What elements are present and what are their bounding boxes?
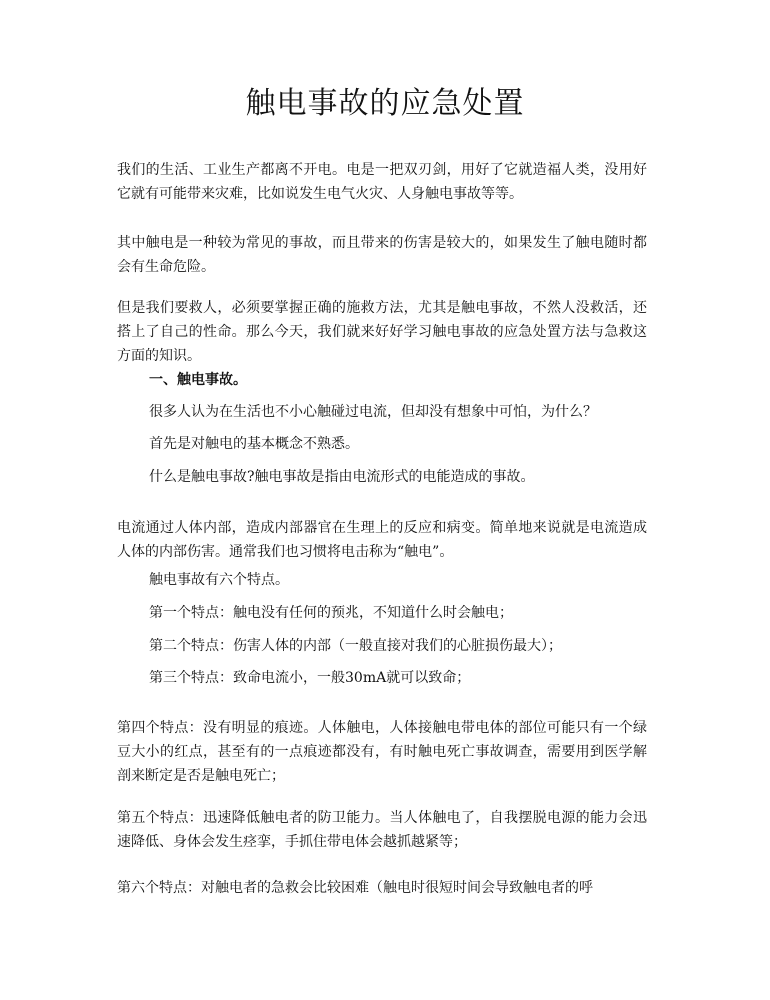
- feature-3: 第三个特点：致命电流小，一般30mA就可以致命；: [149, 670, 471, 686]
- paragraph-six-features: 触电事故有六个特点。: [149, 572, 289, 588]
- feature-1: 第一个特点：触电没有任何的预兆，不知道什么时会触电；: [149, 605, 513, 621]
- feature-2: 第二个特点：伤害人体的内部（一般直接对我们的心脏损伤最大）；: [149, 638, 562, 654]
- paragraph-danger: 其中触电是一种较为常见的事故，而且带来的伤害是较大的，如果发生了触电随时都会有生命危险。: [117, 235, 647, 275]
- paragraph-rescue: 但是我们要救人，必须要掌握正确的施救方法，尤其是触电事故，不然人没救活，还搭上了自己的性命。那么今天，我们就来好好学习触电事故的应急处置方法与急救这方面的知识。: [117, 300, 647, 364]
- feature-6: 第六个特点：对触电者的急救会比较困难（触电时很短时间会导致触电者的呼: [117, 880, 593, 896]
- paragraph-definition: 什么是触电事故?触电事故是指由电流形式的电能造成的事故。: [149, 469, 535, 485]
- paragraph-concept: 首先是对触电的基本概念不熟悉。: [149, 436, 359, 452]
- paragraph-question: 很多人认为在生活也不小心触碰过电流，但却没有想象中可怕，为什么？: [149, 404, 597, 420]
- paragraph-intro: 我们的生活、工业生产都离不开电。电是一把双刃剑，用好了它就造福人类，没用好它就有可能带来灾难，比如说发生电气火灾、人身触电事故等等。: [117, 162, 647, 202]
- document-title: 触电事故的应急处置: [245, 86, 525, 121]
- paragraph-current: 电流通过人体内部，造成内部器官在生理上的反应和病变。简单地来说就是电流造成人体的内部伤害。通常我们也习惯将电击称为“触电”。: [117, 520, 647, 560]
- feature-5: 第五个特点：迅速降低触电者的防卫能力。当人体触电了，自我摆脱电源的能力会迅速降低、身体会发生痉挛，手抓住带电体会越抓越紧等；: [117, 810, 647, 850]
- feature-4: 第四个特点：没有明显的痕迹。人体触电，人体接触电带电体的部位可能只有一个绿豆大小的红点，甚至有的一点痕迹都没有，有时触电死亡事故调查，需要用到医学解剖来断定是否是触电死亡；: [117, 720, 647, 784]
- section-heading: 一、触电事故。: [149, 372, 247, 388]
